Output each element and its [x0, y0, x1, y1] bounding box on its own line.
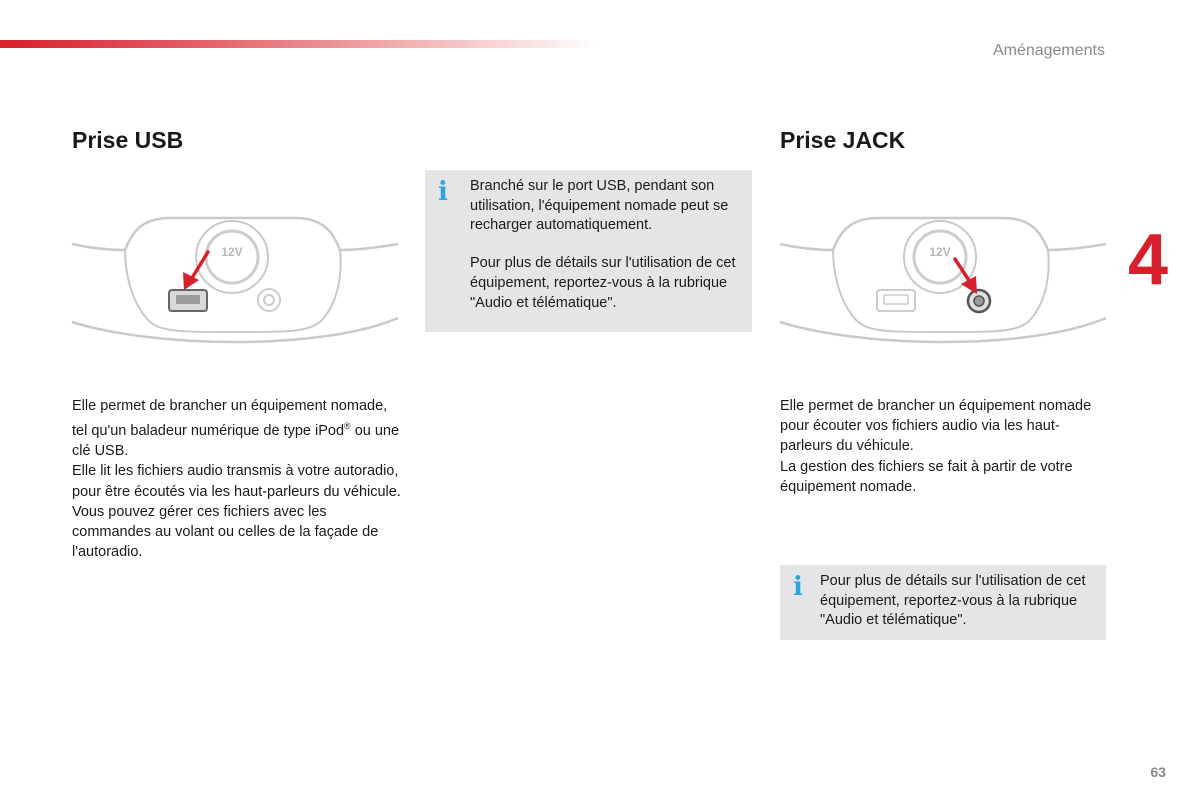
- jack-heading: Prise JACK: [780, 127, 906, 153]
- jack-paragraph-1: Elle permet de brancher un équipement nomade pour écouter vos fichiers audio via les haut-parleurs du véhicule.: [780, 398, 1092, 455]
- usb-port-illustration: [70, 210, 400, 350]
- usb-paragraph-1: Elle permet de brancher un équipement nomade, tel qu'un baladeur numérique de type iPod: [72, 398, 388, 440]
- chapter-number: 4: [1128, 220, 1169, 300]
- page-number: 63: [1150, 764, 1166, 780]
- info-icon: i: [793, 572, 803, 602]
- usb-heading: Prise USB: [72, 127, 184, 153]
- jack-info-box: [780, 565, 1106, 640]
- header-accent-bar: [0, 40, 600, 48]
- usb-paragraph-3: Vous pouvez gérer ces fichiers avec les commandes au volant ou celles de la façade de l'autoradio.: [72, 503, 379, 561]
- usb-paragraph-1-end: ou une clé USB.: [72, 423, 400, 460]
- usb-info-box: [425, 170, 752, 332]
- usb-description: [72, 396, 402, 562]
- usb-info-text-2: Pour plus de détails sur l'utilisation de cet équipement, reportez-vous à la rubrique "Audio et télématique".: [470, 255, 736, 311]
- info-icon: i: [438, 177, 448, 207]
- jack-port-illustration: [778, 210, 1108, 350]
- usb-12v-label: 12V: [221, 245, 243, 259]
- registered-mark: ®: [344, 421, 351, 432]
- jack-info-text: Pour plus de détails sur l'utilisation de cet équipement, reportez-vous à la rubrique "Audio et télématique".: [820, 573, 1086, 629]
- jack-12v-label: 12V: [929, 245, 951, 259]
- usb-paragraph-2: Elle lit les fichiers audio transmis à votre autoradio, pour être écoutés via les haut-parleurs du véhicule.: [72, 463, 401, 500]
- section-title: Aménagements: [992, 42, 1105, 59]
- usb-info-text-1: Branché sur le port USB, pendant son utilisation, l'équipement nomade peut se recharger automatiquement.: [470, 178, 729, 234]
- jack-description: [780, 396, 1110, 497]
- jack-paragraph-2: La gestion des fichiers se fait à partir de votre équipement nomade.: [780, 458, 1073, 495]
